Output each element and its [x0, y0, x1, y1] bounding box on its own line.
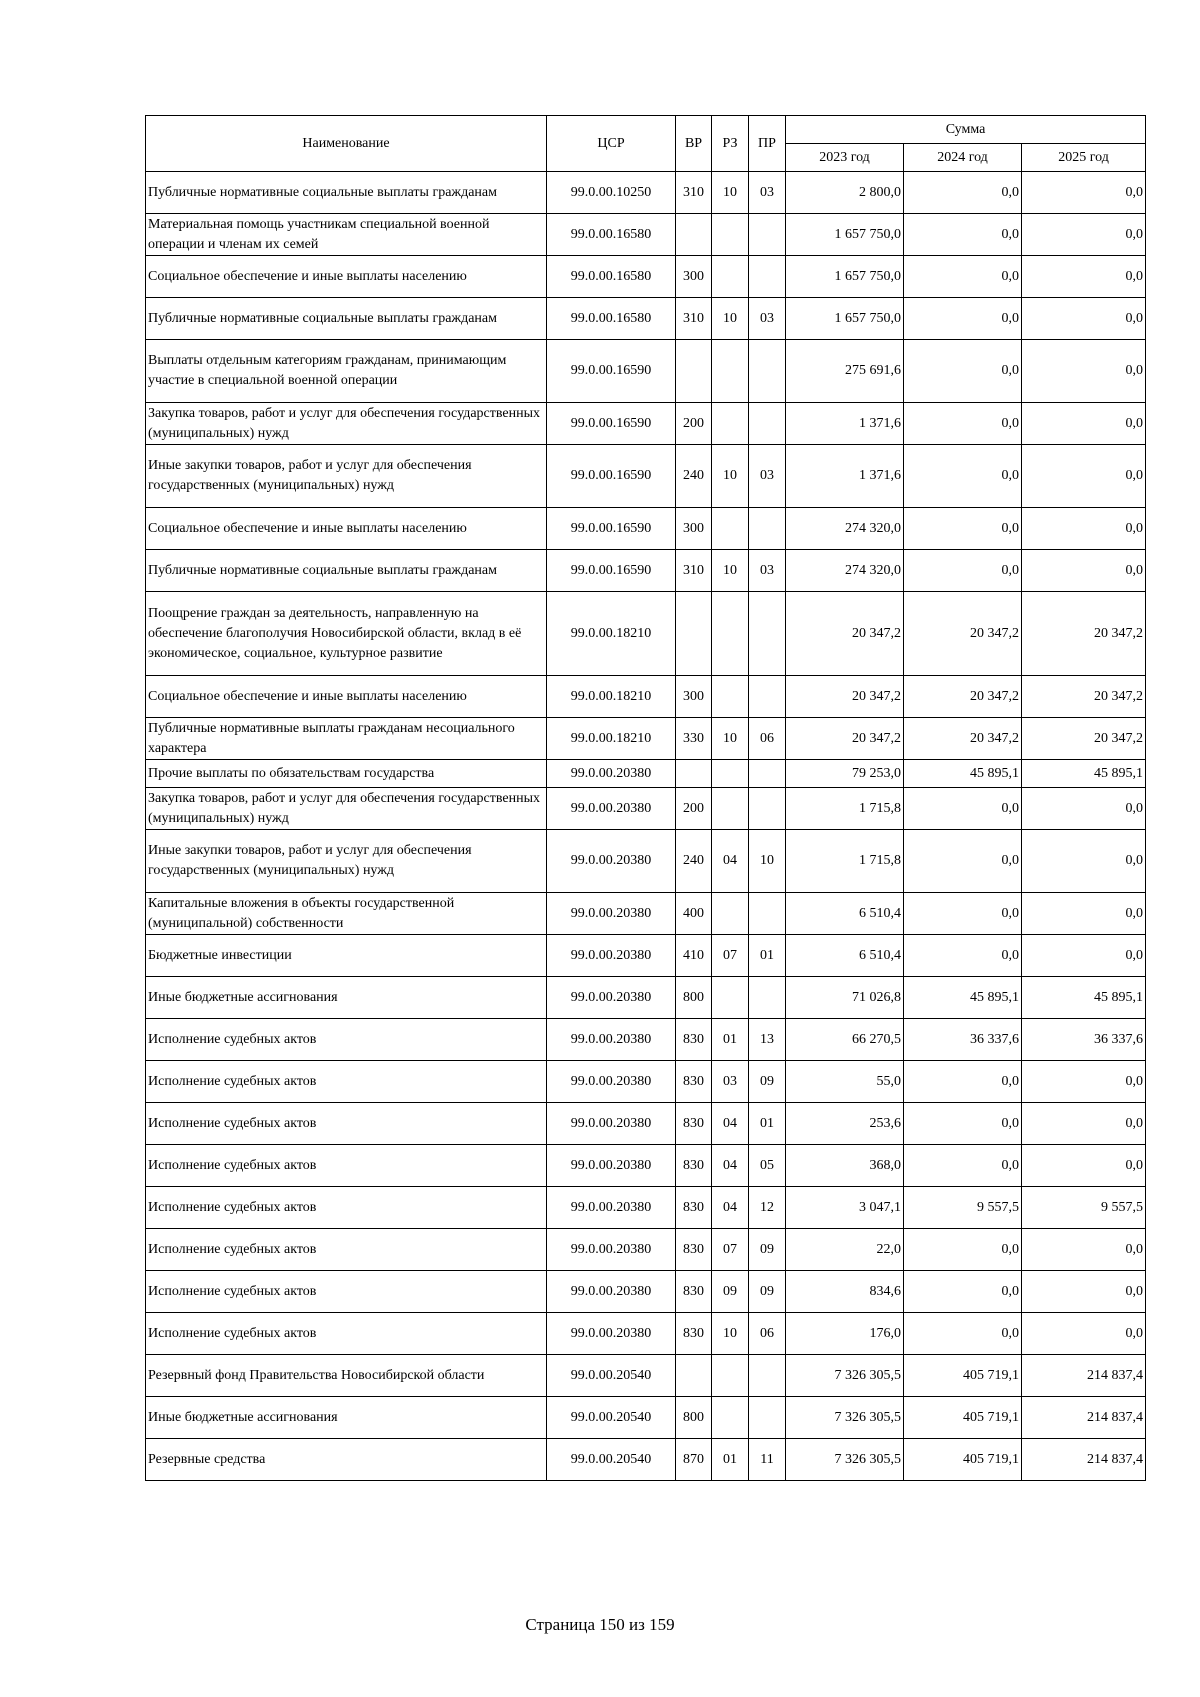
row-sum-2023: 66 270,5	[786, 1019, 904, 1061]
row-rz: 03	[712, 1061, 749, 1103]
row-name: Публичные нормативные социальные выплаты гражданам	[146, 172, 547, 214]
row-vr: 830	[676, 1061, 712, 1103]
row-vr: 310	[676, 550, 712, 592]
row-csr: 99.0.00.20380	[547, 760, 676, 788]
row-rz	[712, 214, 749, 256]
row-sum-2024: 0,0	[904, 172, 1022, 214]
table-row	[146, 1061, 1146, 1103]
row-name: Социальное обеспечение и иные выплаты населению	[146, 256, 547, 298]
row-sum-2024: 0,0	[904, 340, 1022, 403]
table-row	[146, 1019, 1146, 1061]
row-csr: 99.0.00.20380	[547, 1061, 676, 1103]
row-pr: 06	[749, 1313, 786, 1355]
row-pr: 11	[749, 1439, 786, 1481]
row-sum-2024: 45 895,1	[904, 760, 1022, 788]
row-csr: 99.0.00.16590	[547, 403, 676, 445]
row-sum-2024: 0,0	[904, 1229, 1022, 1271]
header-vr: ВР	[676, 116, 712, 172]
table-row	[146, 676, 1146, 718]
row-sum-2025: 0,0	[1022, 172, 1146, 214]
row-rz: 04	[712, 1145, 749, 1187]
row-sum-2024: 405 719,1	[904, 1439, 1022, 1481]
row-rz: 04	[712, 1103, 749, 1145]
row-sum-2023: 79 253,0	[786, 760, 904, 788]
row-sum-2025: 0,0	[1022, 830, 1146, 893]
row-sum-2025: 0,0	[1022, 1313, 1146, 1355]
row-sum-2023: 71 026,8	[786, 977, 904, 1019]
row-rz	[712, 1397, 749, 1439]
row-rz: 10	[712, 172, 749, 214]
row-sum-2023: 2 800,0	[786, 172, 904, 214]
row-sum-2025: 0,0	[1022, 1103, 1146, 1145]
row-vr: 240	[676, 830, 712, 893]
row-name: Поощрение граждан за деятельность, направленную на обеспечение благополучия Новосибирской области, вклад в её экономическое, социальное, культурное развитие	[146, 592, 547, 676]
row-sum-2024: 20 347,2	[904, 676, 1022, 718]
table-row	[146, 256, 1146, 298]
row-sum-2025: 0,0	[1022, 1061, 1146, 1103]
row-pr: 10	[749, 830, 786, 893]
row-pr: 03	[749, 550, 786, 592]
row-sum-2024: 0,0	[904, 893, 1022, 935]
row-pr: 03	[749, 298, 786, 340]
row-sum-2023: 20 347,2	[786, 718, 904, 760]
row-name: Иные закупки товаров, работ и услуг для обеспечения государственных (муниципальных) нужд	[146, 445, 547, 508]
table-row	[146, 1397, 1146, 1439]
row-sum-2025: 9 557,5	[1022, 1187, 1146, 1229]
row-rz	[712, 676, 749, 718]
row-sum-2025: 0,0	[1022, 550, 1146, 592]
row-sum-2025: 0,0	[1022, 445, 1146, 508]
row-sum-2024: 0,0	[904, 445, 1022, 508]
row-rz: 04	[712, 830, 749, 893]
table-row	[146, 1229, 1146, 1271]
row-name: Иные бюджетные ассигнования	[146, 1397, 547, 1439]
row-sum-2023: 1 657 750,0	[786, 298, 904, 340]
row-sum-2025: 45 895,1	[1022, 760, 1146, 788]
row-vr: 410	[676, 935, 712, 977]
table-row	[146, 1271, 1146, 1313]
table-row	[146, 1313, 1146, 1355]
row-csr: 99.0.00.20380	[547, 1145, 676, 1187]
row-vr: 830	[676, 1019, 712, 1061]
row-sum-2025: 0,0	[1022, 1145, 1146, 1187]
row-rz	[712, 256, 749, 298]
table-row	[146, 1145, 1146, 1187]
row-vr: 200	[676, 403, 712, 445]
row-name: Социальное обеспечение и иные выплаты населению	[146, 676, 547, 718]
table-row	[146, 977, 1146, 1019]
row-rz: 10	[712, 298, 749, 340]
row-rz: 07	[712, 1229, 749, 1271]
table-row	[146, 340, 1146, 403]
row-name: Исполнение судебных актов	[146, 1145, 547, 1187]
row-pr	[749, 508, 786, 550]
table-row	[146, 830, 1146, 893]
row-csr: 99.0.00.20380	[547, 788, 676, 830]
row-sum-2024: 405 719,1	[904, 1397, 1022, 1439]
row-rz: 10	[712, 445, 749, 508]
row-csr: 99.0.00.20380	[547, 1019, 676, 1061]
row-sum-2024: 0,0	[904, 1145, 1022, 1187]
row-sum-2025: 0,0	[1022, 788, 1146, 830]
row-pr: 09	[749, 1061, 786, 1103]
row-sum-2025: 0,0	[1022, 1229, 1146, 1271]
row-name: Иные бюджетные ассигнования	[146, 977, 547, 1019]
table-row	[146, 592, 1146, 676]
row-sum-2023: 1 715,8	[786, 830, 904, 893]
row-sum-2023: 55,0	[786, 1061, 904, 1103]
header-rz: РЗ	[712, 116, 749, 172]
row-pr: 03	[749, 445, 786, 508]
row-csr: 99.0.00.10250	[547, 172, 676, 214]
row-sum-2024: 0,0	[904, 830, 1022, 893]
row-sum-2024: 36 337,6	[904, 1019, 1022, 1061]
row-sum-2023: 6 510,4	[786, 935, 904, 977]
row-rz	[712, 508, 749, 550]
row-rz	[712, 403, 749, 445]
header-year-2025: 2025 год	[1022, 144, 1146, 172]
row-sum-2023: 7 326 305,5	[786, 1397, 904, 1439]
row-csr: 99.0.00.18210	[547, 592, 676, 676]
row-pr	[749, 676, 786, 718]
row-rz: 09	[712, 1271, 749, 1313]
row-pr: 01	[749, 1103, 786, 1145]
row-sum-2023: 7 326 305,5	[786, 1355, 904, 1397]
table-row	[146, 550, 1146, 592]
row-pr: 03	[749, 172, 786, 214]
row-rz	[712, 893, 749, 935]
row-rz	[712, 760, 749, 788]
header-year-2024: 2024 год	[904, 144, 1022, 172]
row-name: Прочие выплаты по обязательствам государства	[146, 760, 547, 788]
table-row	[146, 1439, 1146, 1481]
table-row	[146, 214, 1146, 256]
row-vr: 830	[676, 1103, 712, 1145]
table-row	[146, 445, 1146, 508]
row-sum-2024: 45 895,1	[904, 977, 1022, 1019]
row-vr: 830	[676, 1187, 712, 1229]
row-name: Исполнение судебных актов	[146, 1103, 547, 1145]
row-pr: 09	[749, 1271, 786, 1313]
row-sum-2023: 368,0	[786, 1145, 904, 1187]
row-sum-2024: 0,0	[904, 298, 1022, 340]
row-sum-2023: 1 371,6	[786, 445, 904, 508]
row-name: Материальная помощь участникам специальной военной операции и членам их семей	[146, 214, 547, 256]
table-row	[146, 788, 1146, 830]
row-pr	[749, 788, 786, 830]
row-name: Резервный фонд Правительства Новосибирской области	[146, 1355, 547, 1397]
row-sum-2023: 20 347,2	[786, 676, 904, 718]
row-rz: 07	[712, 935, 749, 977]
row-vr	[676, 760, 712, 788]
row-csr: 99.0.00.16590	[547, 550, 676, 592]
header-year-2023: 2023 год	[786, 144, 904, 172]
row-sum-2025: 0,0	[1022, 256, 1146, 298]
row-sum-2024: 0,0	[904, 550, 1022, 592]
row-vr	[676, 340, 712, 403]
row-name: Исполнение судебных актов	[146, 1061, 547, 1103]
row-sum-2024: 0,0	[904, 214, 1022, 256]
row-sum-2024: 405 719,1	[904, 1355, 1022, 1397]
table-row	[146, 403, 1146, 445]
row-name: Исполнение судебных актов	[146, 1019, 547, 1061]
row-csr: 99.0.00.16590	[547, 340, 676, 403]
row-vr: 300	[676, 676, 712, 718]
row-sum-2024: 0,0	[904, 256, 1022, 298]
row-name: Исполнение судебных актов	[146, 1271, 547, 1313]
row-sum-2023: 274 320,0	[786, 508, 904, 550]
row-name: Иные закупки товаров, работ и услуг для обеспечения государственных (муниципальных) нужд	[146, 830, 547, 893]
row-rz	[712, 592, 749, 676]
row-rz: 01	[712, 1019, 749, 1061]
row-sum-2025: 45 895,1	[1022, 977, 1146, 1019]
row-vr: 310	[676, 298, 712, 340]
row-rz: 01	[712, 1439, 749, 1481]
row-sum-2024: 0,0	[904, 1271, 1022, 1313]
header-pr: ПР	[749, 116, 786, 172]
row-sum-2023: 1 657 750,0	[786, 256, 904, 298]
row-csr: 99.0.00.20380	[547, 1229, 676, 1271]
row-sum-2023: 3 047,1	[786, 1187, 904, 1229]
row-pr	[749, 592, 786, 676]
row-sum-2023: 834,6	[786, 1271, 904, 1313]
row-pr: 09	[749, 1229, 786, 1271]
table-row	[146, 893, 1146, 935]
header-name: Наименование	[146, 116, 547, 172]
table-row	[146, 298, 1146, 340]
row-sum-2023: 6 510,4	[786, 893, 904, 935]
row-name: Публичные нормативные выплаты гражданам несоциального характера	[146, 718, 547, 760]
row-sum-2023: 176,0	[786, 1313, 904, 1355]
row-vr: 310	[676, 172, 712, 214]
row-pr	[749, 340, 786, 403]
row-rz	[712, 1355, 749, 1397]
row-rz	[712, 977, 749, 1019]
table-row	[146, 508, 1146, 550]
row-csr: 99.0.00.18210	[547, 718, 676, 760]
row-sum-2023: 1 371,6	[786, 403, 904, 445]
row-csr: 99.0.00.20380	[547, 1271, 676, 1313]
table-row	[146, 1355, 1146, 1397]
row-csr: 99.0.00.16590	[547, 445, 676, 508]
row-pr	[749, 403, 786, 445]
row-name: Исполнение судебных актов	[146, 1229, 547, 1271]
row-vr: 800	[676, 977, 712, 1019]
row-name: Исполнение судебных актов	[146, 1313, 547, 1355]
row-vr: 830	[676, 1229, 712, 1271]
row-vr: 300	[676, 508, 712, 550]
row-sum-2023: 253,6	[786, 1103, 904, 1145]
row-sum-2024: 0,0	[904, 935, 1022, 977]
row-pr	[749, 214, 786, 256]
row-sum-2024: 0,0	[904, 403, 1022, 445]
row-name: Резервные средства	[146, 1439, 547, 1481]
row-pr: 01	[749, 935, 786, 977]
row-vr	[676, 592, 712, 676]
row-vr: 830	[676, 1145, 712, 1187]
row-csr: 99.0.00.20380	[547, 893, 676, 935]
budget-table	[145, 115, 1146, 1481]
row-vr: 300	[676, 256, 712, 298]
row-sum-2025: 20 347,2	[1022, 676, 1146, 718]
row-vr: 400	[676, 893, 712, 935]
row-sum-2025: 0,0	[1022, 298, 1146, 340]
row-sum-2023: 275 691,6	[786, 340, 904, 403]
row-csr: 99.0.00.20380	[547, 1313, 676, 1355]
row-name: Бюджетные инвестиции	[146, 935, 547, 977]
row-csr: 99.0.00.20540	[547, 1439, 676, 1481]
row-rz	[712, 788, 749, 830]
row-csr: 99.0.00.20380	[547, 1103, 676, 1145]
row-sum-2024: 9 557,5	[904, 1187, 1022, 1229]
row-csr: 99.0.00.20380	[547, 977, 676, 1019]
table-row	[146, 718, 1146, 760]
row-csr: 99.0.00.20380	[547, 830, 676, 893]
row-name: Капитальные вложения в объекты государственной (муниципальной) собственности	[146, 893, 547, 935]
row-sum-2025: 20 347,2	[1022, 718, 1146, 760]
row-csr: 99.0.00.20540	[547, 1397, 676, 1439]
row-sum-2023: 1 715,8	[786, 788, 904, 830]
row-pr: 06	[749, 718, 786, 760]
row-sum-2025: 0,0	[1022, 1271, 1146, 1313]
row-pr	[749, 977, 786, 1019]
table-row	[146, 1103, 1146, 1145]
row-sum-2025: 0,0	[1022, 893, 1146, 935]
row-sum-2024: 0,0	[904, 1103, 1022, 1145]
row-vr: 200	[676, 788, 712, 830]
row-rz: 10	[712, 1313, 749, 1355]
row-sum-2024: 0,0	[904, 788, 1022, 830]
row-sum-2024: 0,0	[904, 508, 1022, 550]
row-vr	[676, 1355, 712, 1397]
row-name: Выплаты отдельным категориям гражданам, принимающим участие в специальной военной операции	[146, 340, 547, 403]
table-row	[146, 760, 1146, 788]
row-sum-2024: 0,0	[904, 1061, 1022, 1103]
row-sum-2025: 214 837,4	[1022, 1439, 1146, 1481]
row-name: Публичные нормативные социальные выплаты гражданам	[146, 298, 547, 340]
row-sum-2023: 22,0	[786, 1229, 904, 1271]
row-rz: 10	[712, 550, 749, 592]
row-vr: 330	[676, 718, 712, 760]
row-sum-2025: 214 837,4	[1022, 1397, 1146, 1439]
row-sum-2025: 0,0	[1022, 403, 1146, 445]
row-vr: 870	[676, 1439, 712, 1481]
row-vr	[676, 214, 712, 256]
row-vr: 240	[676, 445, 712, 508]
row-vr: 830	[676, 1271, 712, 1313]
row-sum-2025: 0,0	[1022, 214, 1146, 256]
row-pr	[749, 1397, 786, 1439]
row-csr: 99.0.00.16580	[547, 214, 676, 256]
table-row	[146, 1187, 1146, 1229]
row-pr: 13	[749, 1019, 786, 1061]
row-pr: 05	[749, 1145, 786, 1187]
row-name: Исполнение судебных актов	[146, 1187, 547, 1229]
row-sum-2023: 1 657 750,0	[786, 214, 904, 256]
table-row	[146, 935, 1146, 977]
row-name: Социальное обеспечение и иные выплаты населению	[146, 508, 547, 550]
row-sum-2025: 20 347,2	[1022, 592, 1146, 676]
row-csr: 99.0.00.16580	[547, 256, 676, 298]
page-number: Страница 150 из 159	[525, 1615, 675, 1634]
row-rz	[712, 340, 749, 403]
row-pr	[749, 893, 786, 935]
row-pr: 12	[749, 1187, 786, 1229]
row-csr: 99.0.00.20380	[547, 935, 676, 977]
row-pr	[749, 256, 786, 298]
row-csr: 99.0.00.20380	[547, 1187, 676, 1229]
row-name: Публичные нормативные социальные выплаты гражданам	[146, 550, 547, 592]
row-rz: 04	[712, 1187, 749, 1229]
row-csr: 99.0.00.16580	[547, 298, 676, 340]
row-sum-2025: 0,0	[1022, 340, 1146, 403]
table-body	[146, 172, 1146, 1481]
row-sum-2025: 0,0	[1022, 508, 1146, 550]
row-sum-2023: 274 320,0	[786, 550, 904, 592]
table-row	[146, 172, 1146, 214]
row-rz: 10	[712, 718, 749, 760]
row-sum-2025: 214 837,4	[1022, 1355, 1146, 1397]
row-csr: 99.0.00.18210	[547, 676, 676, 718]
row-pr	[749, 760, 786, 788]
row-sum-2024: 20 347,2	[904, 718, 1022, 760]
row-sum-2024: 20 347,2	[904, 592, 1022, 676]
row-pr	[749, 1355, 786, 1397]
header-sum: Сумма	[786, 116, 1146, 144]
row-csr: 99.0.00.20540	[547, 1355, 676, 1397]
row-sum-2025: 0,0	[1022, 935, 1146, 977]
row-vr: 830	[676, 1313, 712, 1355]
row-sum-2023: 20 347,2	[786, 592, 904, 676]
row-vr: 800	[676, 1397, 712, 1439]
row-sum-2023: 7 326 305,5	[786, 1439, 904, 1481]
row-name: Закупка товаров, работ и услуг для обеспечения государственных (муниципальных) нужд	[146, 403, 547, 445]
row-name: Закупка товаров, работ и услуг для обеспечения государственных (муниципальных) нужд	[146, 788, 547, 830]
header-csr: ЦСР	[547, 116, 676, 172]
row-sum-2024: 0,0	[904, 1313, 1022, 1355]
row-csr: 99.0.00.16590	[547, 508, 676, 550]
row-sum-2025: 36 337,6	[1022, 1019, 1146, 1061]
